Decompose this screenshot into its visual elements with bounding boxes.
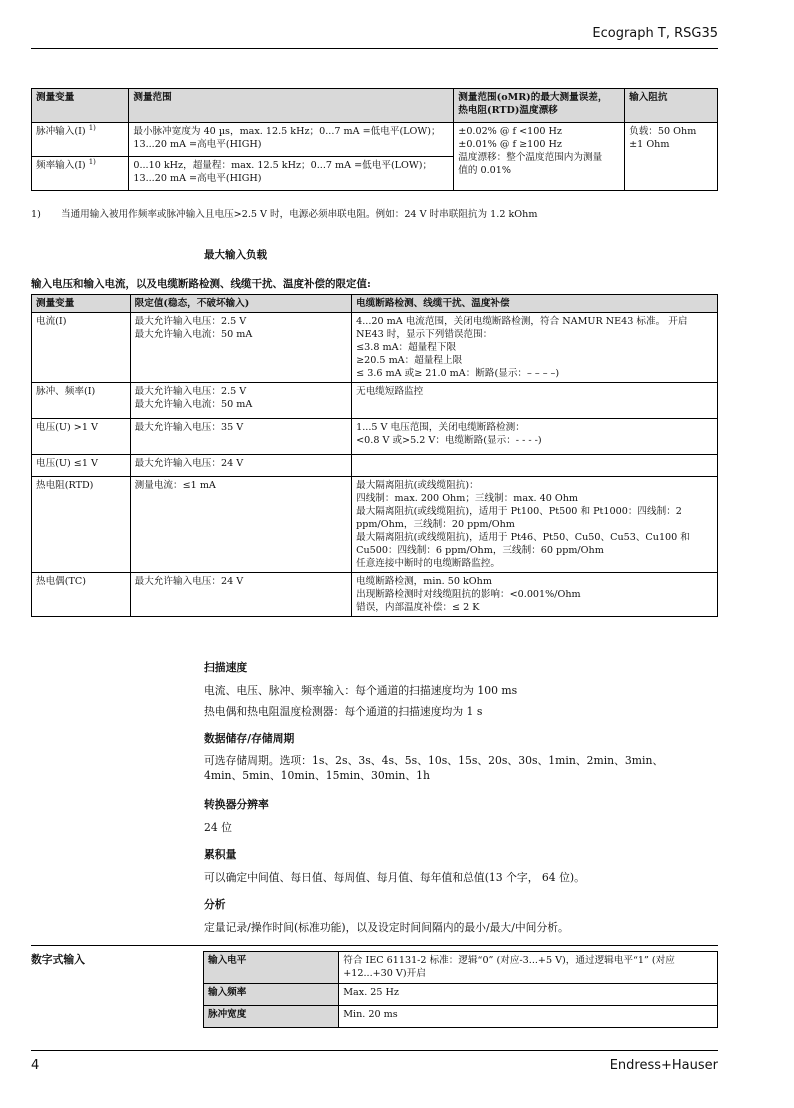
detect-line: <0.8 V 或>5.2 V：电缆断路(显示：- - - -) (356, 435, 542, 446)
table-row (32, 573, 718, 617)
digital-value-line: +12...+30 V)开启 (343, 968, 426, 979)
scan-section (204, 660, 724, 724)
limits-table (31, 294, 718, 617)
row-detection-empty (352, 455, 718, 477)
page-number: 4 (31, 1058, 40, 1073)
table-row (32, 383, 718, 419)
row-variable: 电压(U) ≤1 V (32, 455, 131, 477)
digital-value-line: 符合 IEC 61131-2 标准：逻辑“0” (对应-3...+5 V)，通过逻辑电平“1” (对应 (343, 955, 675, 966)
detect-line: 4...20 mA 电流范围，关闭电缆断路检测，符合 NAMUR NE43 标准。 开启 (356, 316, 688, 327)
scan-line: 热电偶和热电阻温度检测器：每个通道的扫描速度均为 1 s (204, 705, 483, 718)
detect-line: 最大隔离阻抗(或线缆阻抗)，适用于 Pt100、Pt500 和 Pt1000：四线制：2 (356, 506, 682, 517)
detect-line: ≤3.8 mA：超量程下限 (356, 342, 457, 353)
limit-line: 最大允许输入电流：50 mA (134, 399, 253, 410)
digital-row-value (339, 952, 718, 984)
digital-row-value: Max. 25 Hz (339, 984, 718, 1006)
storage-line: 4min、5min、10min、15min、30min、1h (204, 769, 430, 782)
detect-line: Cu500：四线制：6 ppm/Ohm，三线制：60 ppm/Ohm (356, 545, 604, 556)
limit-line: 最大允许输入电压：35 V (134, 422, 244, 433)
row-detection (352, 383, 718, 419)
storage-section (204, 731, 724, 783)
table-row (32, 477, 718, 573)
totalizer-text: 可以确定中间值、每日值、每周值、每月值、每年值和总值(13 个字， 64 位)。 (204, 871, 585, 884)
col-header-max-error-line1: 测量范围(oMR)的最大测量误差， (458, 92, 608, 103)
scan-title: 扫描速度 (204, 661, 248, 674)
row-detection (352, 477, 718, 573)
row-detection (352, 419, 718, 455)
pulse-variable-label: 脉冲输入(I) (36, 126, 86, 137)
row-pulse-range (129, 123, 454, 157)
resolution-section (204, 797, 724, 840)
footnote-ref: 1) (88, 123, 96, 132)
col-header-variable: 测量变量 (32, 295, 131, 313)
row-limits (130, 313, 351, 383)
header-rule (31, 48, 718, 49)
error-line: 温度漂移：整个温度范围内为测量 (458, 152, 603, 163)
footnote-ref: 1) (88, 157, 96, 166)
digital-row-name: 脉冲宽度 (204, 1006, 339, 1028)
max-load-title: 最大输入负载 (204, 249, 267, 261)
limit-line: 最大允许输入电压：2.5 V (134, 386, 247, 397)
detect-line: 出现断路检测时对线缆阻抗的影响：<0.001%/Ohm (356, 589, 581, 600)
max-load-subtitle: 输入电压和输入电流，以及电缆断路检测、线缆干扰、温度补偿的限定值: (31, 278, 371, 290)
detect-line: ppm/Ohm，三线制：20 ppm/Ohm (356, 519, 515, 530)
storage-line: 可选存储周期。选项：1s、2s、3s、4s、5s、10s、15s、20s、30s、1min、2min、3min、 (204, 754, 664, 767)
col-header-range: 测量范围 (129, 89, 454, 123)
col-header-max-error (454, 89, 625, 123)
footnote-text: 当通用输入被用作频率或脉冲输入且电压>2.5 V 时，电源必须串联电阻。例如：24 V 时串联阻抗为 1.2 kOhm (61, 209, 538, 220)
pulse-frequency-table (31, 88, 718, 191)
resolution-text: 24 位 (204, 821, 232, 834)
limit-line: 最大允许输入电压：24 V (134, 458, 244, 469)
footer-rule (31, 1050, 718, 1051)
detect-line: ≥20.5 mA：超量程上限 (356, 355, 463, 366)
scan-line: 电流、电压、脉冲、频率输入：每个通道的扫描速度均为 100 ms (204, 684, 518, 697)
digital-row-name: 输入电平 (204, 952, 339, 984)
brand-name: Endress+Hauser (609, 1058, 718, 1073)
table-row (32, 313, 718, 383)
row-variable: 电流(I) (32, 313, 131, 383)
table-row (32, 419, 718, 455)
row-variable: 脉冲、频率(I) (32, 383, 131, 419)
impedance-cell (625, 123, 718, 191)
totalizer-section (204, 847, 724, 890)
digital-row-value: Min. 20 ms (339, 1006, 718, 1028)
error-line: ±0.01% @ f ≥100 Hz (458, 139, 562, 150)
analysis-text: 定量记录/操作时间(标准功能)，以及设定时间间隔内的最小/最大/中间分析。 (204, 921, 569, 934)
document-title: Ecograph T, RSG35 (592, 26, 718, 41)
impedance-line: 负载：50 Ohm (629, 126, 697, 137)
frequency-variable-label: 频率输入(I) (36, 160, 86, 171)
detect-line: NE43 时，显示下列错误范围： (356, 329, 493, 340)
row-limits (130, 383, 351, 419)
row-detection (352, 313, 718, 383)
row-detection (352, 573, 718, 617)
digital-row-name: 输入频率 (204, 984, 339, 1006)
error-line: ±0.02% @ f <100 Hz (458, 126, 562, 137)
limit-line: 最大允许输入电压：2.5 V (134, 316, 247, 327)
detect-line: ≤ 3.6 mA 或≥ 21.0 mA：断路(显示：– – – –) (356, 368, 560, 379)
row-variable: 热电阻(RTD) (32, 477, 131, 573)
col-header-max-error-line2: 热电阻(RTD)温度漂移 (458, 105, 558, 116)
digital-input-table (203, 951, 718, 1028)
row-variable: 热电偶(TC) (32, 573, 131, 617)
row-frequency-range (129, 157, 454, 191)
analysis-section (204, 897, 724, 940)
pulse-range-line2: 13...20 mA =高电平(HIGH) (133, 139, 262, 150)
row-limits (130, 455, 351, 477)
detect-line: 1...5 V 电压范围，关闭电缆断路检测： (356, 422, 525, 433)
detect-line: 最大隔离阻抗(或线缆阻抗)： (356, 480, 479, 491)
impedance-line: ±1 Ohm (629, 139, 670, 150)
col-header-detection: 电缆断路检测、线缆干扰、温度补偿 (352, 295, 718, 313)
limit-line: 最大允许输入电压：24 V (134, 576, 244, 587)
digital-input-label: 数字式输入 (31, 953, 85, 966)
row-limits (130, 573, 351, 617)
col-header-impedance: 输入阻抗 (625, 89, 718, 123)
analysis-title: 分析 (204, 898, 226, 911)
frequency-range-line2: 13...20 mA =高电平(HIGH) (133, 173, 262, 184)
row-frequency-variable (32, 157, 129, 191)
error-line: 值的 0.01% (458, 165, 511, 176)
totalizer-title: 累积量 (204, 848, 237, 861)
footnote (31, 206, 537, 220)
table-row (32, 455, 718, 477)
pulse-range-line1: 最小脉冲宽度为 40 µs，max. 12.5 kHz；0...7 mA =低电平(LOW)； (133, 126, 441, 137)
detect-line: 电缆断路检测，min. 50 kOhm (356, 576, 492, 587)
detect-line: 错误，内部温度补偿：≤ 2 K (356, 602, 480, 613)
limit-line: 测量电流：≤1 mA (134, 480, 216, 491)
row-limits (130, 419, 351, 455)
row-variable: 电压(U) >1 V (32, 419, 131, 455)
detect-line: 最大隔离阻抗(或线缆阻抗)，适用于 Pt46、Pt50、Cu50、Cu53、Cu100 和 (356, 532, 690, 543)
digital-section-rule (31, 945, 718, 946)
row-pulse-variable (32, 123, 129, 157)
limit-line: 最大允许输入电流：50 mA (134, 329, 253, 340)
frequency-range-line1: 0...10 kHz，超量程：max. 12.5 kHz；0...7 mA =低电平(LOW)； (133, 160, 433, 171)
detect-line: 任意连接中断时的电缆断路监控。 (356, 558, 501, 569)
detect-line: 无电缆短路监控 (356, 386, 424, 397)
col-header-variable: 测量变量 (32, 89, 129, 123)
max-error-cell (454, 123, 625, 191)
row-limits (130, 477, 351, 573)
resolution-title: 转换器分辨率 (204, 798, 269, 811)
col-header-limits: 限定值(稳态，不破坏输入) (130, 295, 351, 313)
footnote-number: 1) (31, 209, 41, 220)
storage-title: 数据储存/存储周期 (204, 732, 295, 745)
detect-line: 四线制：max. 200 Ohm；三线制：max. 40 Ohm (356, 493, 579, 504)
